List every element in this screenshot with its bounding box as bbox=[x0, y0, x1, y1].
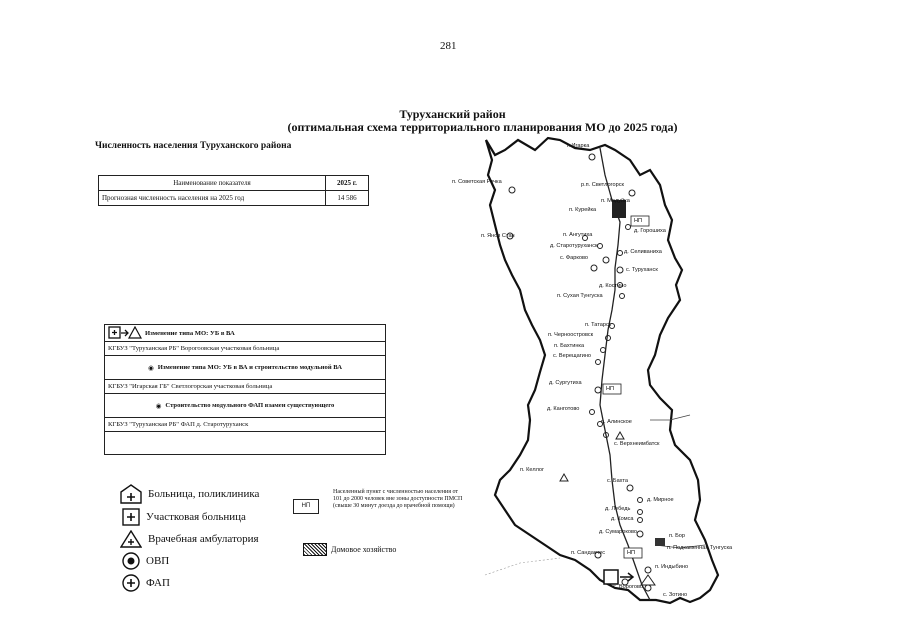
ambulatory-icon bbox=[120, 530, 142, 548]
change2-detail: КГБУЗ "Игарская ГБ" Светлогорская участковая больница bbox=[105, 380, 385, 394]
map-label: с. Зотино bbox=[663, 592, 688, 598]
map-label: д. Мирное bbox=[647, 497, 674, 503]
changes-table bbox=[104, 324, 386, 455]
map-label: с. Ворогово bbox=[613, 584, 644, 590]
map-label: п. Подкаменная Тунгуска bbox=[667, 545, 733, 551]
map-marker bbox=[620, 294, 625, 299]
change3-detail: КГБУЗ "Туруханская РБ" ФАП д. Старотуруханск bbox=[105, 418, 385, 432]
modular-ambulatory-icon: ◉ bbox=[147, 364, 154, 372]
tunguska-river bbox=[650, 415, 705, 548]
legend-ovp bbox=[122, 552, 169, 570]
map-label: д. Сумароково bbox=[599, 529, 637, 535]
map-label: п. Ангутиха bbox=[563, 232, 593, 238]
map-label: п. Мадуйка bbox=[601, 198, 630, 204]
map-label: р.п. Светлогорск bbox=[581, 182, 624, 188]
settlement-note: Населенный пункт с численностью населения от 101 до 2000 человек вне зоны доступности ПМСП (свыше 30 минут доезда до врачебной помощи) bbox=[333, 489, 463, 509]
hospital-icon bbox=[120, 484, 142, 504]
map-label: с. Верхнеимбатск bbox=[614, 441, 660, 447]
change2-header-row bbox=[105, 356, 385, 380]
settlement-code-box: НП bbox=[293, 499, 319, 514]
district-hospital-icon bbox=[122, 508, 140, 526]
map-marker bbox=[645, 567, 651, 573]
map-label: п. Бор bbox=[669, 533, 686, 539]
legend-fap bbox=[122, 574, 170, 592]
map-label: г. Игарка bbox=[567, 143, 590, 149]
change2-header: Изменение типа МО: УБ в ВА и строительство модульной ВА bbox=[157, 364, 343, 371]
ambulatory-marker bbox=[616, 432, 624, 439]
map-marker bbox=[595, 387, 601, 393]
legend-district-hospital bbox=[122, 508, 246, 526]
map-label: п. Бахтинка bbox=[554, 343, 585, 349]
change1-header-row bbox=[105, 325, 385, 342]
map-marker bbox=[598, 244, 603, 249]
map-marker bbox=[645, 585, 651, 591]
route-line bbox=[485, 558, 560, 575]
title-line-1: Туруханский район bbox=[399, 107, 506, 121]
map-marker bbox=[618, 251, 623, 256]
population-heading: Численность населения Туруханского района bbox=[95, 141, 292, 151]
legend-district-hospital-label: Участковая больница bbox=[146, 511, 246, 523]
map-label: с. Верещагино bbox=[553, 353, 592, 359]
table-header-cell: 2025 г. bbox=[326, 176, 369, 191]
map-marker bbox=[596, 360, 601, 365]
legend-hospital-label: Больница, поликлиника bbox=[148, 488, 260, 500]
title-line-2: (оптимальная схема территориального планирования МО до 2025 года) bbox=[287, 120, 678, 134]
household-area-2 bbox=[655, 538, 665, 546]
map-label: п. Черноостровск bbox=[548, 332, 594, 338]
map-marker bbox=[603, 257, 609, 263]
map-marker bbox=[637, 531, 643, 537]
ovp-icon bbox=[122, 552, 140, 570]
map-label: д. Костино bbox=[599, 283, 627, 289]
map-label: д. Сургутиха bbox=[549, 380, 582, 386]
map-marker bbox=[626, 225, 631, 230]
legend-ambulatory bbox=[120, 530, 259, 548]
map-label: п. Келлог bbox=[520, 467, 545, 473]
change1-header: Изменение типа МО: УБ в ВА bbox=[145, 329, 235, 337]
map-label: с. Туруханск bbox=[626, 267, 658, 273]
map-label: п. Индыбино bbox=[655, 564, 689, 570]
hospital-marker bbox=[604, 570, 618, 584]
map-label: п. Сандакчес bbox=[571, 550, 606, 556]
hospital-arrow-icon bbox=[108, 326, 142, 340]
map-marker bbox=[629, 190, 635, 196]
map-marker bbox=[617, 267, 623, 273]
map-label: п. Сухая Тунгуска bbox=[557, 293, 603, 299]
change1-detail: КГБУЗ "Туруханская РБ" Ворогоовская участковая больница bbox=[105, 342, 385, 356]
legend-household-label: Домовое хозяйство bbox=[331, 545, 397, 554]
map-label: с. Бахта bbox=[607, 478, 629, 484]
map-label: д. Лебедь bbox=[605, 506, 631, 512]
map-marker bbox=[638, 498, 643, 503]
change3-header-row bbox=[105, 394, 385, 418]
table-header-cell: Наименование показателя bbox=[99, 176, 326, 191]
legend-household bbox=[303, 543, 396, 556]
map-title bbox=[0, 108, 905, 134]
page-number: 281 bbox=[440, 40, 457, 52]
map-marker bbox=[589, 154, 595, 160]
map-label: п. Советская Речка bbox=[452, 179, 502, 185]
population-table bbox=[98, 175, 369, 206]
legend-ambulatory-label: Врачебная амбулатория bbox=[148, 533, 259, 545]
table-cell: Прогнозная численность населения на 2025 год bbox=[99, 191, 326, 206]
map-label: д. Канготово bbox=[547, 406, 580, 412]
map-label: д. Селиваниха bbox=[624, 249, 662, 255]
table-row bbox=[99, 191, 369, 206]
map-marker bbox=[601, 348, 606, 353]
table-cell: 14 586 bbox=[326, 191, 369, 206]
map-label: п. Алинское bbox=[601, 419, 632, 425]
map-label: д. Горошиха bbox=[634, 228, 666, 234]
map-marker bbox=[627, 485, 633, 491]
change3-header: Строительство модульного ФАП взамен существующего bbox=[165, 402, 335, 409]
np-box-label: НП bbox=[627, 550, 636, 556]
map-marker bbox=[590, 410, 595, 415]
fap-icon: ◉ bbox=[155, 402, 162, 410]
map-marker bbox=[606, 336, 611, 341]
legend-ovp-label: ОВП bbox=[146, 555, 170, 567]
household-icon bbox=[303, 543, 327, 556]
map-marker bbox=[638, 510, 643, 515]
changes-blank-row bbox=[105, 432, 385, 454]
map-marker bbox=[591, 265, 597, 271]
map-label: п. Татарск bbox=[585, 322, 612, 328]
map-label: д. Старотуруханск bbox=[550, 243, 598, 249]
map-label: п. Курейка bbox=[569, 207, 597, 213]
legend-hospital bbox=[120, 484, 259, 504]
ambulatory-marker bbox=[560, 474, 568, 481]
map-label: с. Фарково bbox=[560, 255, 589, 261]
fap-legend-icon bbox=[122, 574, 140, 592]
map-label: п. Янов Стан bbox=[481, 233, 515, 239]
map-marker bbox=[638, 518, 643, 523]
np-box-label: НП bbox=[634, 218, 643, 224]
legend-fap-label: ФАП bbox=[146, 577, 170, 589]
map-label: д. Комса bbox=[611, 516, 634, 522]
table-header-row bbox=[99, 176, 369, 191]
map-marker bbox=[509, 187, 515, 193]
np-box-label: НП bbox=[606, 386, 615, 392]
ambulatory-marker bbox=[641, 575, 655, 585]
